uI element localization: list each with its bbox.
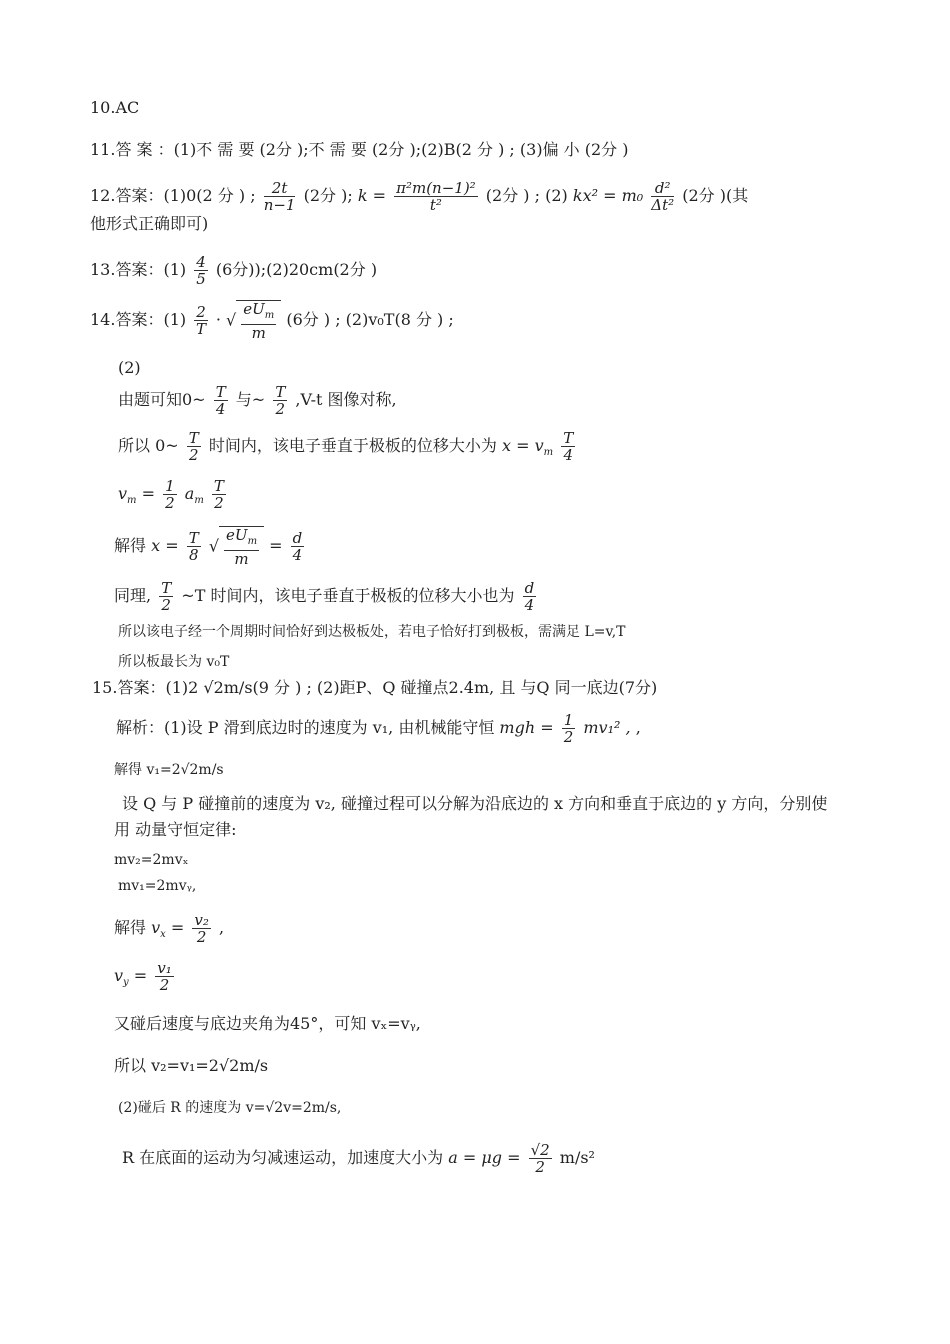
analysis-line8: 又碰后速度与底边夹角为45°，可知 vₓ=vᵧ, — [114, 1014, 421, 1033]
formula-d-over-4: $\frac{d}{4}$ — [292, 529, 303, 564]
s2-l5a: 同理, — [114, 586, 152, 605]
formula-sqrt-eum-over-m-b: √ $\frac{eU_m}{m}$ — [209, 526, 264, 567]
p11b: m/s² — [559, 1148, 595, 1167]
p6a: 解得 — [114, 918, 147, 937]
formula-sqrt-eum-over-m: √ $\frac{eU_m}{m}$ — [226, 300, 281, 341]
answer-12-continued: 他形式正确即可) — [90, 214, 209, 233]
formula-t-over-8: $\frac{T}{8}$ — [188, 529, 199, 564]
analysis-line2: 解得 v₁=2√2m/s — [114, 762, 224, 778]
p11a: R 在底面的运动为匀减速运动，加速度大小为 — [122, 1148, 444, 1167]
analysis-line3: 设 Q 与 P 碰撞前的速度为 v₂, 碰撞过程可以分解为沿底边的 x 方向和垂直于底边的 y 方向，分别使 — [122, 794, 828, 813]
formula-vm: $v_m$ = — [118, 484, 156, 507]
answer-15: 15.答案：(1)2 √2m/s(9 分 ) ; (2)距P、Q 碰撞点2.4m, 且 与Q 同一底边(7分) — [92, 678, 658, 697]
answer-14 — [90, 300, 454, 341]
solution-2-line1 — [118, 384, 397, 417]
answer-12-mid2: (2分 ) ; (2) — [485, 186, 568, 205]
answer-14-suffix: (6分 ) ; (2)v₀T(8 分 ) ; — [286, 310, 454, 329]
answer-11: 11.答 案 ：(1)不 需 要 (2分 );不 需 要 (2分 );(2)B(2 分 ) ; (3)偏 小 (2分 ) — [90, 140, 629, 159]
s2-l2a: 所以 0~ — [118, 436, 179, 455]
analysis-line3b: 用 动量守恒定律: — [114, 820, 237, 839]
formula-vx: $v_x$ = — [151, 918, 185, 941]
formula-x-eq: x = — [151, 536, 179, 555]
formula-t-over-2-d: $\frac{T}{2}$ — [161, 579, 172, 614]
analysis-line1 — [116, 712, 641, 745]
formula-d-over-4-b: $\frac{d}{4}$ — [524, 579, 535, 614]
analysis-line10: (2)碰后 R 的速度为 v=√2v=2m/s, — [118, 1100, 342, 1116]
s2-l4a: 解得 — [114, 536, 147, 555]
formula-t-over-2: $\frac{T}{2}$ — [275, 383, 286, 418]
formula-t-over-4: $\frac{T}{4}$ — [215, 383, 226, 418]
answer-12-mid1: (2分 ); — [303, 186, 353, 205]
analysis-line4: mv₂=2mvₓ — [114, 852, 189, 868]
formula-d2-over-dt2: $\frac{\text{d²}}{\text{Δt²}}$ — [651, 179, 675, 214]
analysis-line11 — [122, 1142, 595, 1175]
answer-10: 10.AC — [90, 98, 140, 117]
solution-2-line6: 所以该电子经一个周期时间恰好到达极板处，若电子恰好打到极板，需满足 L=v,T — [118, 624, 626, 640]
formula-energy: kx² = m₀ — [572, 186, 644, 205]
formula-dot: · — [215, 310, 221, 329]
p1a: 解析：(1)设 P 滑到底边时的速度为 v₁, 由机械能守恒 — [116, 718, 495, 737]
answer-13-prefix: 13.答案：(1) — [90, 260, 187, 279]
analysis-line5: mv₁=2mvᵧ, — [118, 878, 197, 894]
p6b: , — [218, 918, 225, 937]
solution-2-line5 — [114, 580, 539, 613]
formula-am: $a_m$ — [184, 484, 204, 507]
s2-l2b: 时间内，该电子垂直于极板的位移大小为 — [208, 436, 497, 455]
answer-14-prefix: 14.答案：(1) — [90, 310, 187, 329]
s2-l1b: 与~ — [235, 390, 266, 409]
formula-2t-over-n-1: $\frac{2t}{n-1}$ — [263, 179, 296, 214]
formula-1-over-2: $\frac{1}{2}$ — [165, 477, 175, 512]
solution-2-line4 — [114, 526, 307, 567]
formula-vy: $v_y$ = — [114, 966, 148, 989]
formula-v1-over-2: $\frac{\text{v₁}}{2}$ — [157, 959, 172, 994]
s2-l1a: 由题可知0~ — [118, 390, 206, 409]
solution-2-label: (2) — [118, 358, 141, 377]
formula-1-over-2-b: $\frac{1}{2}$ — [563, 711, 574, 746]
solution-2-line2 — [118, 430, 578, 463]
formula-2-over-t: $\frac{2}{T}$ — [195, 303, 206, 338]
p1b: , — [635, 718, 641, 737]
formula-4-over-5: $\frac{4}{5}$ — [196, 253, 206, 288]
formula-mgh: mgh = — [499, 718, 554, 737]
answer-13 — [90, 254, 377, 287]
solution-2-line7: 所以板最长为 v₀T — [118, 654, 230, 670]
s2-l1c: ,V-t 图像对称, — [295, 390, 397, 409]
formula-t-over-2-b: $\frac{T}{2}$ — [188, 429, 199, 464]
analysis-line9: 所以 v₂=v₁=2√2m/s — [114, 1056, 269, 1075]
answer-12 — [90, 180, 748, 213]
analysis-line6 — [114, 912, 224, 945]
formula-v2-over-2: $\frac{\text{v₂}}{2}$ — [194, 911, 209, 946]
formula-t-over-4-b: $\frac{T}{4}$ — [563, 429, 574, 464]
formula-sqrt2-over-2: $\frac{√2}{2}$ — [530, 1141, 550, 1176]
answer-12-prefix: 12.答案：(1)0(2 分 ) ; — [90, 186, 256, 205]
formula-t-over-2-c: $\frac{T}{2}$ — [213, 477, 224, 512]
solution-2-line3 — [118, 478, 229, 511]
formula-equals: = — [269, 536, 283, 555]
formula-mv1-sq: mv₁² , — [583, 718, 631, 737]
formula-a-mu-g: a = μg = — [448, 1148, 521, 1167]
s2-l5b: ~T 时间内，该电子垂直于极板的位移大小也为 — [181, 586, 515, 605]
formula-k-fraction: $\frac{\text{π²m(n−1)²}}{\text{t²}}$ — [396, 179, 476, 214]
analysis-line7 — [114, 960, 177, 993]
formula-x-vm: $x = v_m$ — [502, 436, 554, 459]
answer-13-suffix: (6分));(2)20cm(2分 ) — [215, 260, 378, 279]
formula-k: k = — [357, 186, 387, 205]
answer-12-suffix: (2分 )(其 — [682, 186, 749, 205]
